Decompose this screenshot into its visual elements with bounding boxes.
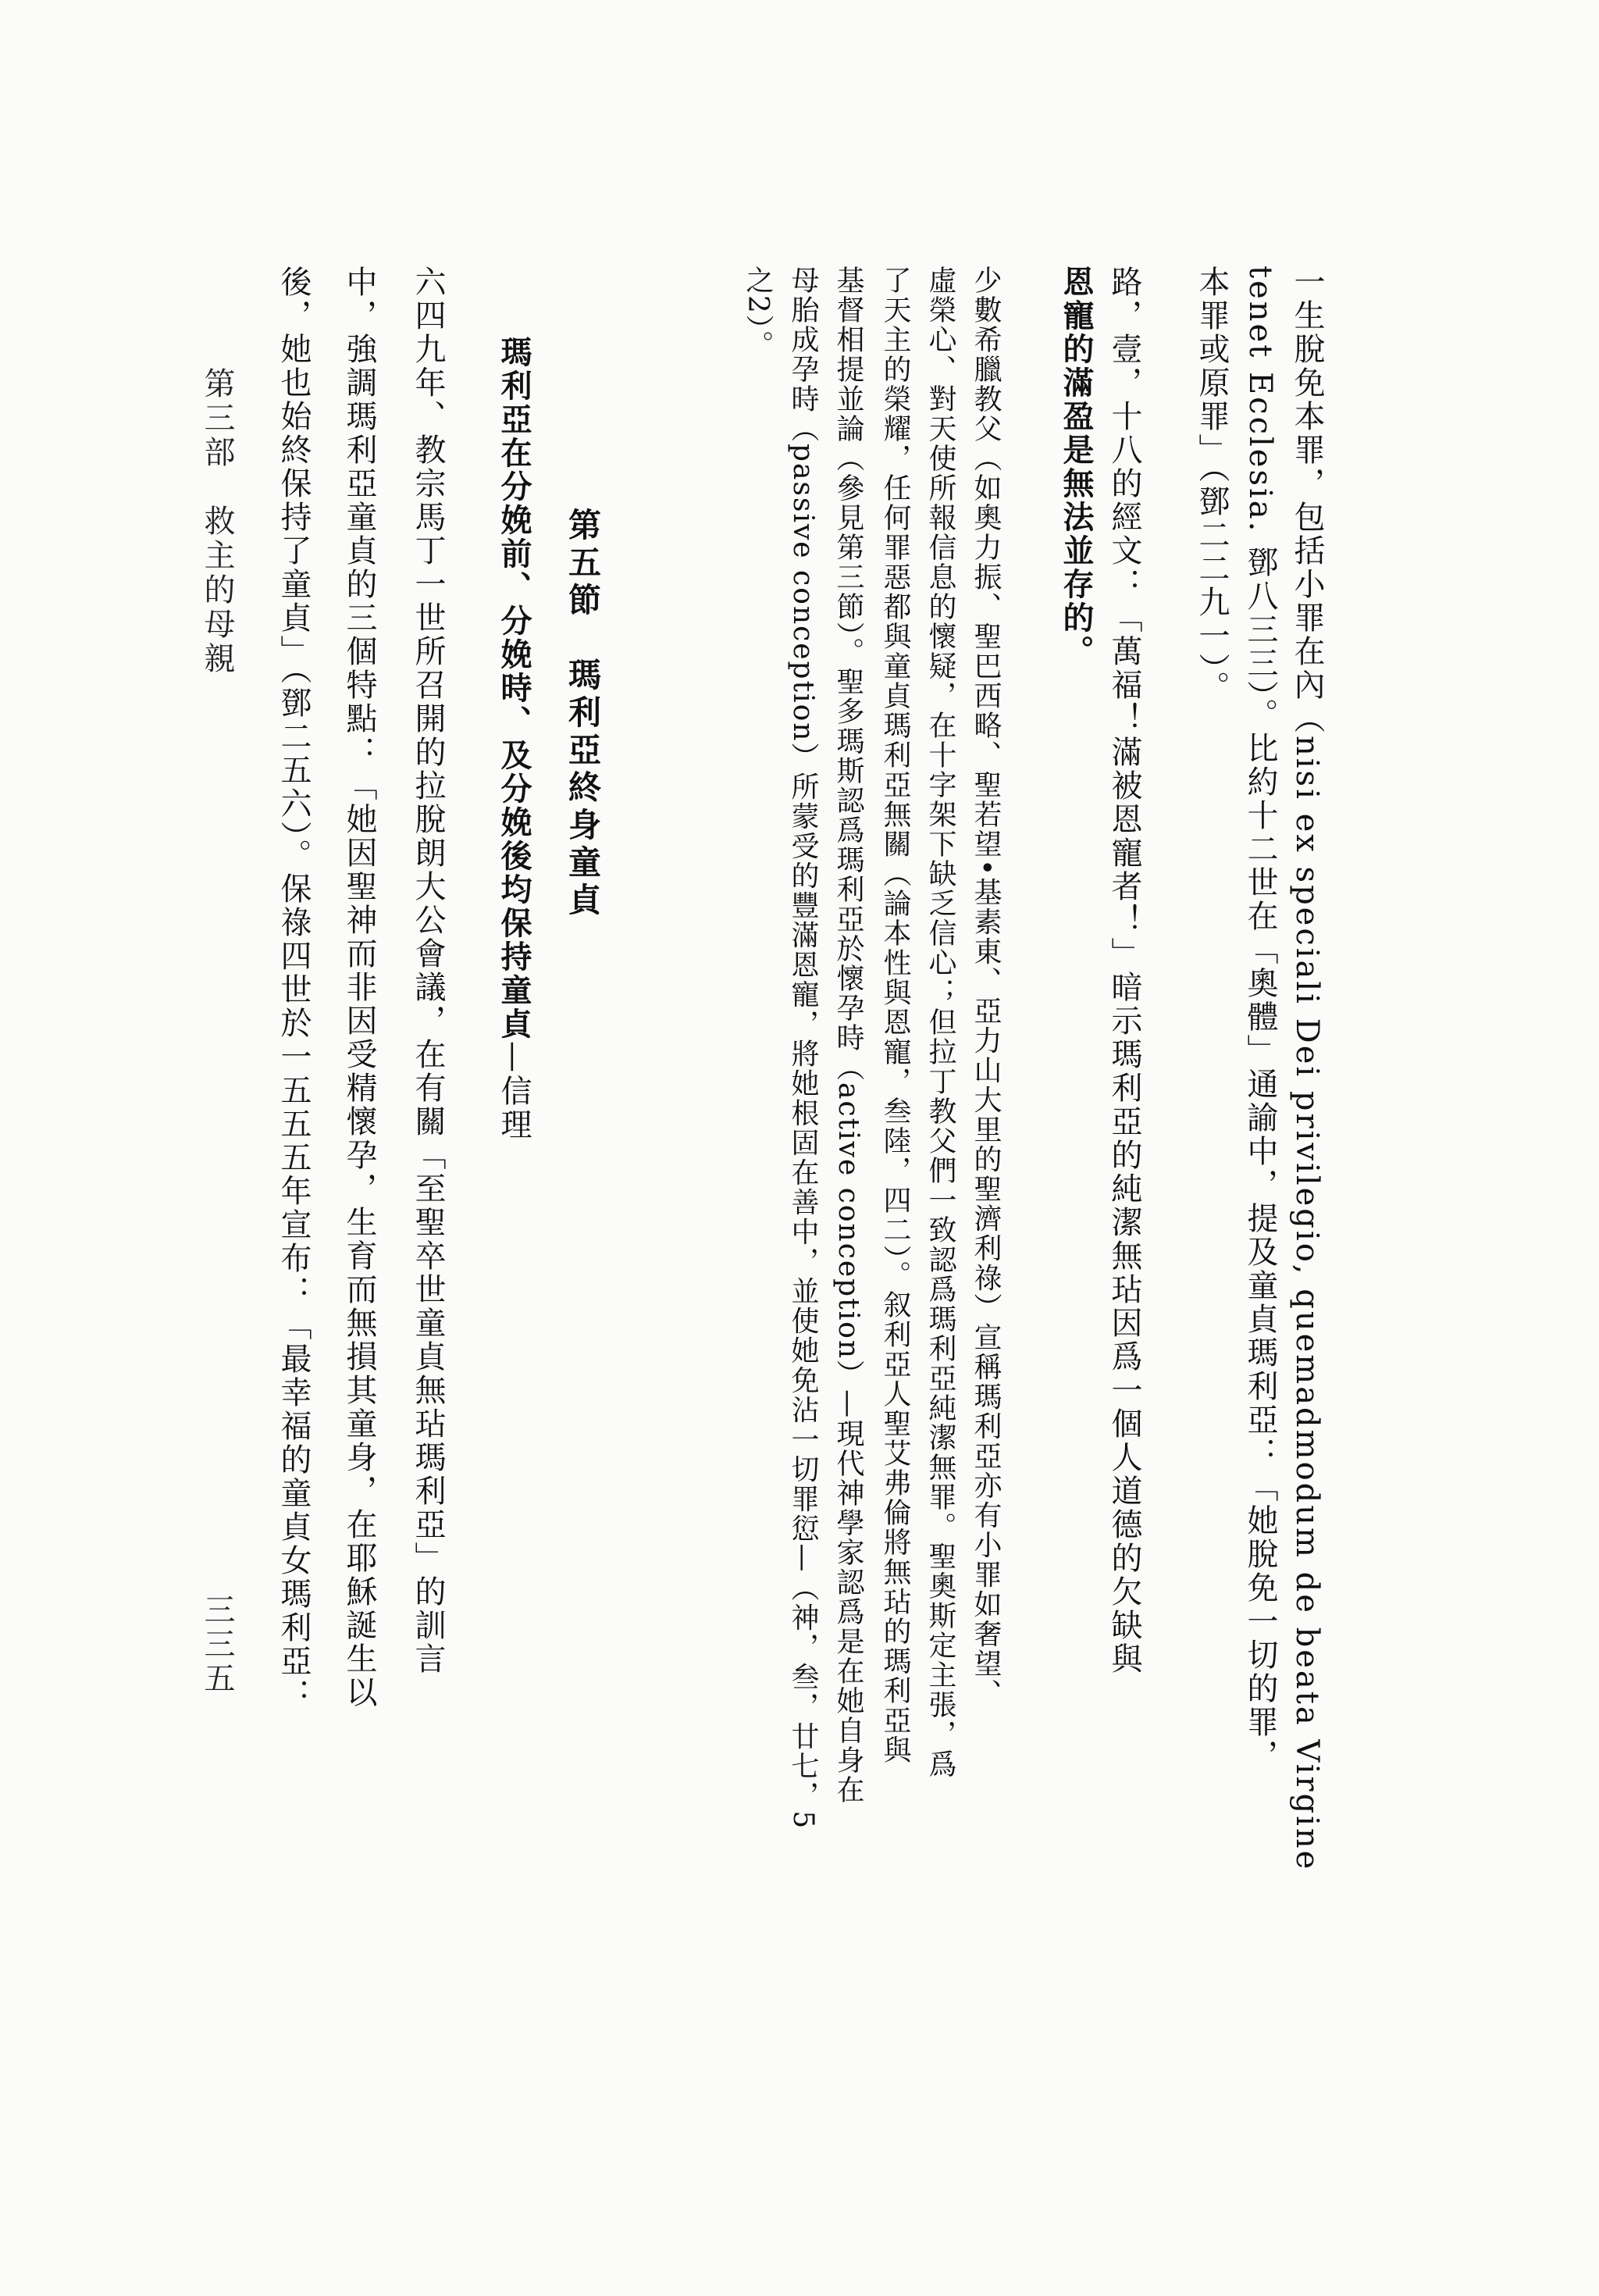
column-text: 中，強調瑪利亞童貞的三個特點：「她因聖神而非因受精懷孕，生育而無損其童身，在耶穌誕生以 [341, 266, 377, 1710]
text-column-8 [873, 266, 917, 2054]
text-column-7 [918, 266, 962, 2054]
text-column-5 [1054, 266, 1098, 2054]
text-column-3 [1190, 266, 1234, 2054]
footer-section: 第三部 救主的母親 [199, 367, 235, 676]
text-column-10 [781, 266, 824, 2054]
text-column-9 [826, 266, 870, 2054]
subheading-text: 瑪利亞在分娩前、分娩時、及分娩後均保持童貞 [496, 336, 532, 1041]
column-text: 路，壹，十八的經文：「萬福！滿被恩寵者！」暗示瑪利亞的純潔無玷因爲一個人道德的欠缺與 [1106, 266, 1142, 1676]
column-text: 基督相提並論（參見第三節）。聖多瑪斯認爲瑪利亞於懷孕時（active conception）—現代神學家認爲是在她自身在 [832, 266, 864, 1806]
column-text: 之2）。 [742, 266, 774, 360]
subheading-tail: —信理 [496, 1041, 532, 1142]
column-text: 後，她也始終保持了童貞」（鄧二五六）。保祿四世於一五五五年宣布：「最幸福的童貞女瑪利亞： [276, 266, 312, 1712]
running-footer [195, 367, 240, 676]
text-column-11 [735, 266, 779, 2054]
page-number [195, 1593, 240, 1696]
text-column-2 [1238, 266, 1282, 2054]
column-text: 母胎成孕時（passive conception）所蒙受的豐滿恩寵，將她根固在善中，並使她免沾一切罪愆—（神，叁，廿七，5 [787, 266, 819, 1831]
text-column-14 [272, 266, 315, 2054]
text-column-6 [963, 266, 1007, 2054]
column-text: 一生脫免本罪，包括小罪在內（nisi ex speciali Dei privilegio, quemadmodum de beata Virgine [1289, 266, 1325, 1872]
text-column-1 [1285, 266, 1329, 2054]
text-column-12 [406, 266, 450, 2054]
column-text: 恩寵的滿盈是無法並存的。 [1058, 266, 1095, 668]
column-text: tenet Ecclesia. 鄧八三三）。比約十二世在「奧體」通諭中，提及童貞瑪利亞：「她脫免一切的罪， [1242, 266, 1278, 1774]
column-text: 虛榮心、對天使所報信息的懷疑，在十字架下缺乏信心；但拉丁教父們一致認爲瑪利亞純潔無罪。聖奧斯定主張，爲 [924, 266, 956, 1779]
column-text: 了天主的榮耀，任何罪惡都與童貞瑪利亞無關（論本性與恩寵，叁陸，四二）。叙利亞人聖艾弗倫將無玷的瑪利亞與 [879, 266, 911, 1765]
subheading [492, 336, 536, 2124]
text-column-13 [337, 266, 381, 2054]
text-column-4 [1102, 266, 1146, 2054]
column-text: 六四九年、教宗馬丁一世所召開的拉脫朗大公會議，在有關「至聖卒世童貞無玷瑪利亞」的訓言 [410, 266, 446, 1676]
column-text: 少數希臘教父（如奧力振、聖巴西略、聖若望•基素東、亞力山大里的聖濟利祿）宣稱瑪利亞亦有小罪如奢望、 [970, 266, 1002, 1709]
column-text: 本罪或原罪」（鄧二二九一）。 [1194, 266, 1230, 704]
section-heading [561, 508, 604, 2296]
page-number-text: 三三五 [199, 1593, 235, 1696]
heading-text: 第五節 瑪利亞終身童貞 [564, 508, 602, 920]
